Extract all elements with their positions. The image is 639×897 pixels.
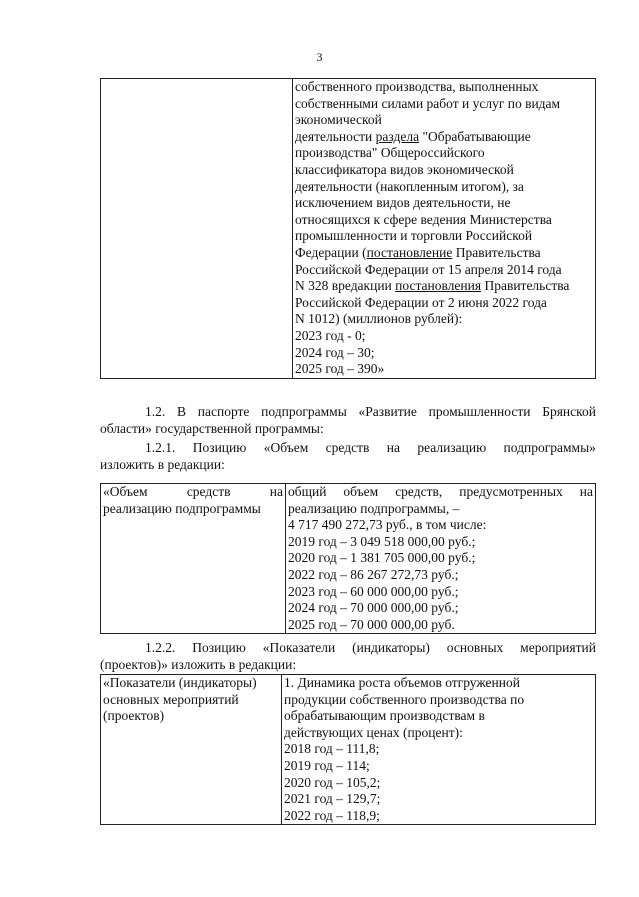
text-line: собственного производства, выполненных [295,79,539,94]
word: основных [446,640,504,655]
text-fragment: "Обрабатывающие [419,128,531,144]
year-line: 2019 год – 3 049 518 000,00 руб.; [288,533,476,549]
word: Брянской [542,404,596,419]
table2-left-cell [101,484,286,634]
table-continuation [100,78,596,379]
word: средств [325,440,370,455]
text-fragment: N 328 вредакции [295,278,396,294]
word: подпрограммы [261,404,347,419]
text-fragment: Правительства [452,244,541,260]
word: объем [343,484,379,499]
year-line: 2022 год – 118,9; [284,807,380,823]
word: паспорте [197,404,250,419]
word: мероприятий [520,640,596,655]
text-line: Российской Федерации от 15 апреля 2014 года [295,261,562,277]
word: подпрограммы» [503,440,596,455]
justified-line [288,484,593,501]
year-line: 2021 год – 129,7; [284,791,381,807]
year-line: 2025 год – 390» [295,361,385,377]
year-line: 2018 год – 111,8; [284,741,380,757]
word: В [177,404,187,419]
text-fragment: Правительства [481,278,570,294]
text-line: 4 717 490 272,73 руб., в том числе: [288,517,487,533]
word: (индикаторы) [352,640,430,655]
word: Позицию [192,440,247,455]
text-line: области» государственной программы: [100,420,324,436]
text-line: реализацию подпрограммы [103,500,261,516]
text-line: исключением видов деятельности, не [295,195,511,211]
table1-right-cell [293,79,596,379]
word: средств, [395,484,443,499]
text-line: N 1012) (миллионов рублей): [295,311,463,327]
year-line: 2024 год – 30; [295,344,375,360]
year-line: 2025 год – 70 000 000,00 руб. [288,616,455,632]
table3-right-cell [282,675,596,825]
word: «Объем [103,484,148,499]
indicators-table [100,674,596,825]
funding-table [100,483,596,634]
text-line: Российской Федерации от 2 июня 2022 года [295,294,547,310]
text-line: (проектов)» изложить в редакции: [100,656,297,672]
page-number: 3 [316,50,323,64]
text-line [295,245,593,262]
word: предусмотренных [459,484,563,499]
paragraph-1-2-1 [100,440,596,473]
text-line: деятельности (накопленным итогом), за [295,178,524,194]
text-line: действующих ценах (процент): [284,724,463,740]
text-line [295,129,593,146]
link-postanovleniya[interactable]: постановления [395,278,482,294]
year-line: 2023 год - 0; [295,327,366,343]
year-line: 2020 год – 105,2; [284,774,381,790]
link-razdel[interactable]: раздела [375,128,420,144]
text-fragment: деятельности [295,128,376,144]
table3-left-cell [101,675,282,825]
word: 1.2.2. [145,640,176,655]
text-line: собственными силами работ и услуг по видам [295,95,561,111]
text-line: «Показатели (индикаторы) [103,675,257,690]
text-line: реализацию подпрограммы, – [288,500,460,516]
word: Позицию [192,640,246,655]
word: 1.2.1. [145,440,176,455]
paragraph-1-2-2 [100,640,596,673]
text-line: экономической [295,112,382,128]
word: 1.2. [145,404,166,419]
text-line: производства" Общероссийского [295,145,485,161]
text-line: обрабатывающим производствам в [284,708,485,724]
text-line: промышленности и торговли Российской [295,228,533,244]
text-line: классификатора видов экономической [295,161,514,177]
year-line: 2019 год – 114; [284,757,370,773]
word: средств [186,484,231,499]
text-line: основных мероприятий [103,691,239,707]
link-postanovlenie[interactable]: постановление [366,244,453,260]
word: на [579,484,593,499]
justified-line [100,640,596,657]
word: реализацию [417,440,487,455]
year-line: 2024 год – 70 000 000,00 руб.; [288,600,459,616]
text-line: (проектов) [103,708,165,724]
word: промышленности [428,404,531,419]
text-fragment: Федерации ( [295,244,367,260]
text-line: изложить в редакции: [100,456,225,472]
justified-line [103,484,283,501]
paragraph-1-2 [100,404,596,437]
year-line: 2022 год – 86 267 272,73 руб.; [288,566,459,582]
text-line: относящихся к сфере ведения Министерства [295,211,552,227]
year-line: 2020 год – 1 381 705 000,00 руб.; [288,550,476,566]
word: на [386,440,400,455]
word: общий [288,484,327,499]
word: «Показатели [262,640,336,655]
text-line [295,278,593,295]
word: на [269,484,283,499]
year-line: 2023 год – 60 000 000,00 руб.; [288,583,459,599]
text-line: 1. Динамика роста объемов отгруженной [284,675,520,690]
table2-right-cell [286,484,596,634]
justified-line [100,440,596,457]
text-line: продукции собственного производства по [284,691,525,707]
word: «Развитие [358,404,417,419]
justified-line [100,404,596,421]
table1-left-cell [101,79,293,379]
word: «Объем [263,440,309,455]
